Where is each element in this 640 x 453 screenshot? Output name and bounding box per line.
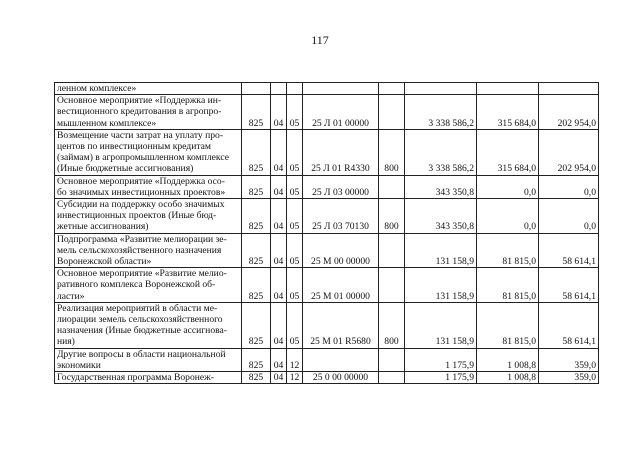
subsection-cell [287,83,303,95]
expense-type-cell [379,175,405,198]
expense-type-cell: 800 [379,302,405,348]
item-name-line: мышленном комплексе» [57,117,157,129]
amount-year3-cell: 202 954,0 [539,95,599,130]
amount-year1-cell: 131 158,9 [405,268,477,303]
page-number: 117 [311,33,329,47]
amount-year1-cell: 343 350,8 [405,175,477,198]
item-name-line: экономики [57,359,101,371]
budget-table [54,82,599,384]
subsection-cell: 12 [287,372,303,384]
grbs-cell: 825 [242,302,271,348]
grbs-cell [242,83,271,95]
amount-year2-cell: 81 815,0 [477,268,539,303]
target-article-cell [303,348,379,371]
item-name-line: назначения (Иные бюджетные ассигнова- [57,325,227,337]
target-article-cell: 25 М 01 R5680 [303,302,379,348]
item-name-cell [55,372,242,384]
item-name-line: лиорации земель сельскохозяйственного [57,314,223,326]
item-name-line: Другие вопросы в области национальной [57,348,226,360]
amount-year1-cell: 1 175,9 [405,372,477,384]
item-name-line: инвестиционных проектов (Иные бюд- [57,210,217,222]
grbs-cell: 825 [242,372,271,384]
grbs-cell: 825 [242,129,271,175]
item-name-cell [55,302,242,348]
amount-year3-cell: 58 614,1 [539,302,599,348]
item-name-line: Основное мероприятие «Поддержка осо- [57,175,225,187]
subsection-cell: 05 [287,129,303,175]
item-name-cell [55,95,242,130]
item-name-line: вестиционного кредитования в агропро- [57,106,222,118]
item-name-line: Воронежской области» [57,256,152,268]
item-name-line: мель сельскохозяйственного назначения [57,244,222,256]
target-article-cell: 25 Л 01 R4330 [303,129,379,175]
amount-year2-cell: 315 684,0 [477,129,539,175]
target-article-cell: 25 0 00 00000 [303,372,379,384]
item-name-cell [55,199,242,234]
subsection-cell: 05 [287,268,303,303]
subsection-cell: 05 [287,199,303,234]
item-name-line: Субсидии на поддержку особо значимых [57,199,225,211]
item-name-line: (займам) в агропромышленном комплексе [57,152,229,164]
item-name-line: центов по инвестиционным кредитам [57,141,211,153]
subsection-cell: 12 [287,348,303,371]
table-row [55,129,599,175]
target-article-cell [303,83,379,95]
section-cell: 04 [271,268,287,303]
table-row [55,175,599,198]
amount-year1-cell: 3 338 586,2 [405,129,477,175]
item-name-cell [55,129,242,175]
target-article-cell: 25 М 01 00000 [303,268,379,303]
item-name-line: ласти» [57,290,85,302]
section-cell: 04 [271,95,287,130]
amount-year3-cell: 359,0 [539,348,599,371]
amount-year3-cell: 58 614,1 [539,268,599,303]
section-cell: 04 [271,199,287,234]
section-cell: 04 [271,233,287,268]
amount-year1-cell [405,83,477,95]
grbs-cell: 825 [242,199,271,234]
amount-year3-cell: 0,0 [539,199,599,234]
amount-year3-cell: 0,0 [539,175,599,198]
item-name-cell [55,268,242,303]
item-name-line: жетные ассигнования) [57,221,149,233]
section-cell: 04 [271,348,287,371]
expense-type-cell: 800 [379,129,405,175]
table-row [55,83,599,95]
amount-year2-cell: 1 008,8 [477,348,539,371]
amount-year2-cell: 0,0 [477,199,539,234]
subsection-cell: 05 [287,233,303,268]
item-name-line: Возмещение части затрат на уплату про- [57,129,224,141]
expense-type-cell [379,372,405,384]
amount-year1-cell: 343 350,8 [405,199,477,234]
table-row [55,372,599,384]
amount-year1-cell: 131 158,9 [405,302,477,348]
table-row [55,348,599,371]
amount-year2-cell: 81 815,0 [477,302,539,348]
amount-year1-cell: 1 175,9 [405,348,477,371]
subsection-cell: 05 [287,175,303,198]
expense-type-cell [379,233,405,268]
section-cell: 04 [271,372,287,384]
item-name-line: ленном комплексе» [57,83,137,94]
section-cell: 04 [271,129,287,175]
item-name-line: Подпрограмма «Развитие мелиорации зе- [57,233,227,245]
amount-year1-cell: 131 158,9 [405,233,477,268]
section-cell: 04 [271,302,287,348]
expense-type-cell [379,348,405,371]
item-name-line: Основное мероприятие «Поддержка ин- [57,95,222,107]
target-article-cell: 25 Л 03 70130 [303,199,379,234]
expense-type-cell: 800 [379,199,405,234]
amount-year3-cell: 202 954,0 [539,129,599,175]
item-name-line: ративного комплекса Воронежской об- [57,279,216,291]
section-cell [271,83,287,95]
item-name-cell [55,233,242,268]
amount-year3-cell: 359,0 [539,372,599,384]
table-row [55,268,599,303]
item-name-line: (Иные бюджетные ассигнования) [57,163,194,175]
item-name-line: бо значимых инвестиционных проектов» [57,186,226,198]
amount-year3-cell: 58 614,1 [539,233,599,268]
table-row [55,199,599,234]
target-article-cell: 25 Л 03 00000 [303,175,379,198]
expense-type-cell [379,95,405,130]
amount-year1-cell: 3 338 586,2 [405,95,477,130]
item-name-line: ния) [57,336,75,348]
amount-year2-cell: 1 008,8 [477,372,539,384]
item-name-line: Основное мероприятие «Развитие мелио- [57,268,227,280]
subsection-cell: 05 [287,95,303,130]
item-name-cell [55,83,242,95]
table-row [55,233,599,268]
item-name-line: Государственная программа Воронеж- [57,372,214,384]
amount-year3-cell [539,83,599,95]
section-cell: 04 [271,175,287,198]
amount-year2-cell: 315 684,0 [477,95,539,130]
item-name-cell [55,348,242,371]
grbs-cell: 825 [242,233,271,268]
amount-year2-cell: 0,0 [477,175,539,198]
expense-type-cell [379,83,405,95]
grbs-cell: 825 [242,95,271,130]
table-row [55,302,599,348]
item-name-cell [55,175,242,198]
subsection-cell: 05 [287,302,303,348]
expense-type-cell [379,268,405,303]
target-article-cell: 25 М 00 00000 [303,233,379,268]
amount-year2-cell: 81 815,0 [477,233,539,268]
table-row [55,95,599,130]
amount-year2-cell [477,83,539,95]
grbs-cell: 825 [242,268,271,303]
item-name-line: Реализация мероприятий в области ме- [57,302,218,314]
target-article-cell: 25 Л 01 00000 [303,95,379,130]
grbs-cell: 825 [242,175,271,198]
grbs-cell: 825 [242,348,271,371]
